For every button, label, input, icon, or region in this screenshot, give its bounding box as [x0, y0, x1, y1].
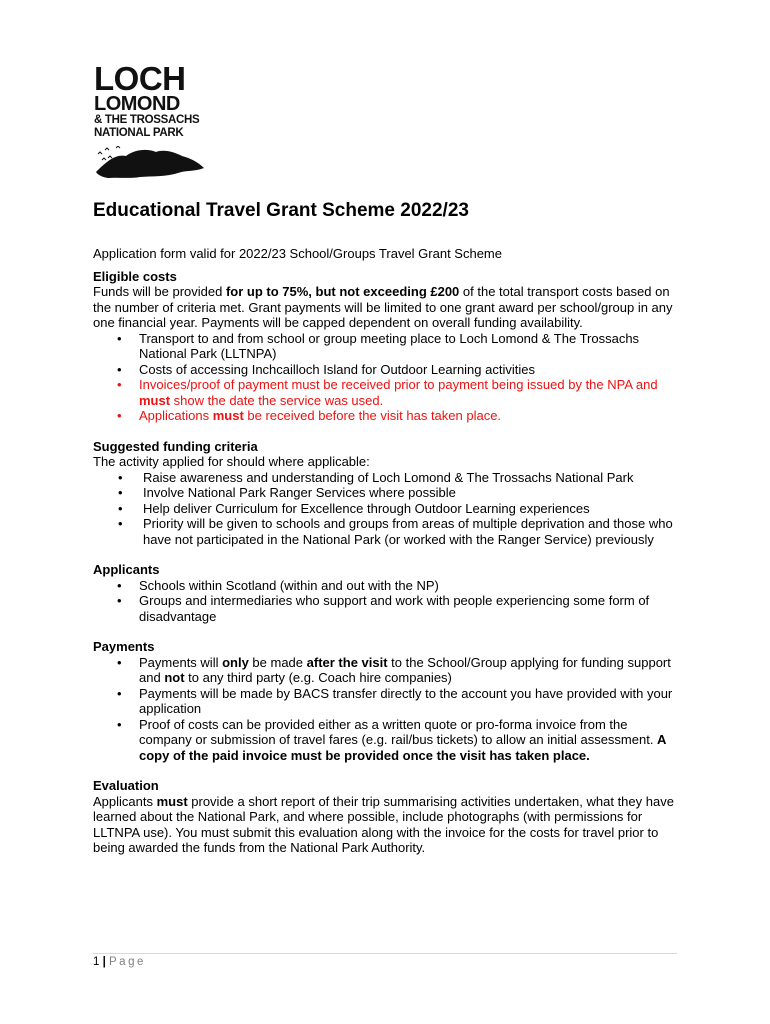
funding-criteria-heading: Suggested funding criteria	[93, 438, 258, 454]
eligible-costs-paragraph: Funds will be provided for up to 75%, but not exceeding £200 of the total transport costs based on the number of criteria met. Grant payments will be limited to one grant award per school/group in any one financial year. Payments will be capped dependent on overall funding availability.	[93, 284, 673, 330]
payments-list	[93, 655, 683, 764]
list-item: • Payments will be made by BACS transfer directly to the account you have provided with your application	[93, 686, 683, 717]
page-number: 1	[93, 956, 100, 968]
list-item: • Applications must be received before the visit has taken place.	[93, 408, 683, 424]
document-title: Educational Travel Grant Scheme 2022/23	[93, 200, 469, 221]
mountain-silhouette-icon	[94, 146, 206, 180]
logo-line-2: LOMOND	[94, 93, 180, 115]
list-item: • Transport to and from school or group meeting place to Loch Lomond & The Trossachs National Park (LLTNPA)	[93, 331, 683, 362]
list-item: • Proof of costs can be provided either as a written quote or pro-forma invoice from the company or submission of travel fares (e.g. rail/bus tickets) to allow an initial assessment. A copy of the paid invoice must be provided once the visit has taken place.	[93, 717, 683, 764]
list-item: • Schools within Scotland (within and out with the NP)	[93, 578, 683, 594]
intro-text: Application form valid for 2022/23 School/Groups Travel Grant Scheme	[93, 246, 502, 261]
list-item: • Priority will be given to schools and groups from areas of multiple deprivation and those who have not participated in the National Park (or worked with the Ranger Service) previously	[93, 516, 683, 547]
evaluation-paragraph: Applicants must provide a short report of their trip summarising activities undertaken, what they have learned about the National Park, and where possible, include photographs (with permissions for LLTNPA use). You must submit this evaluation along with the invoice for the costs for travel prior to being awarded the funds from the National Park Authority.	[93, 793, 674, 855]
evaluation-heading: Evaluation	[93, 778, 159, 793]
document-body	[93, 246, 683, 856]
page-label: Page	[109, 956, 146, 968]
payments-heading: Payments	[93, 639, 155, 654]
footer-divider	[93, 953, 677, 954]
list-item: • Raise awareness and understanding of Loch Lomond & The Trossachs National Park	[93, 470, 683, 486]
list-item: • Payments will only be made after the visit to the School/Group applying for funding support and not to any third party (e.g. Coach hire companies)	[93, 655, 683, 686]
eligible-costs-heading: Eligible costs	[93, 268, 177, 284]
eligible-costs-list	[93, 331, 683, 424]
list-item: • Groups and intermediaries who support and work with people experiencing some form of disadvantage	[93, 593, 683, 624]
organization-logo	[94, 60, 206, 180]
page-footer	[93, 956, 146, 968]
funding-criteria-lead: The activity applied for should where applicable:	[93, 454, 370, 469]
list-item: • Help deliver Curriculum for Excellence through Outdoor Learning experiences	[93, 501, 683, 517]
footer-separator: |	[99, 956, 110, 968]
applicants-list	[93, 578, 683, 625]
logo-line-4: NATIONAL PARK	[94, 127, 184, 139]
funding-criteria-list	[93, 470, 683, 548]
list-item: • Costs of accessing Inchcailloch Island for Outdoor Learning activities	[93, 362, 683, 378]
logo-line-3: & THE TROSSACHS	[94, 114, 200, 126]
applicants-heading: Applicants	[93, 562, 160, 577]
logo-line-1: LOCH	[94, 60, 186, 97]
list-item: • Invoices/proof of payment must be received prior to payment being issued by the NPA and must show the date the service was used.	[93, 377, 683, 408]
list-item: • Involve National Park Ranger Services where possible	[93, 485, 683, 501]
